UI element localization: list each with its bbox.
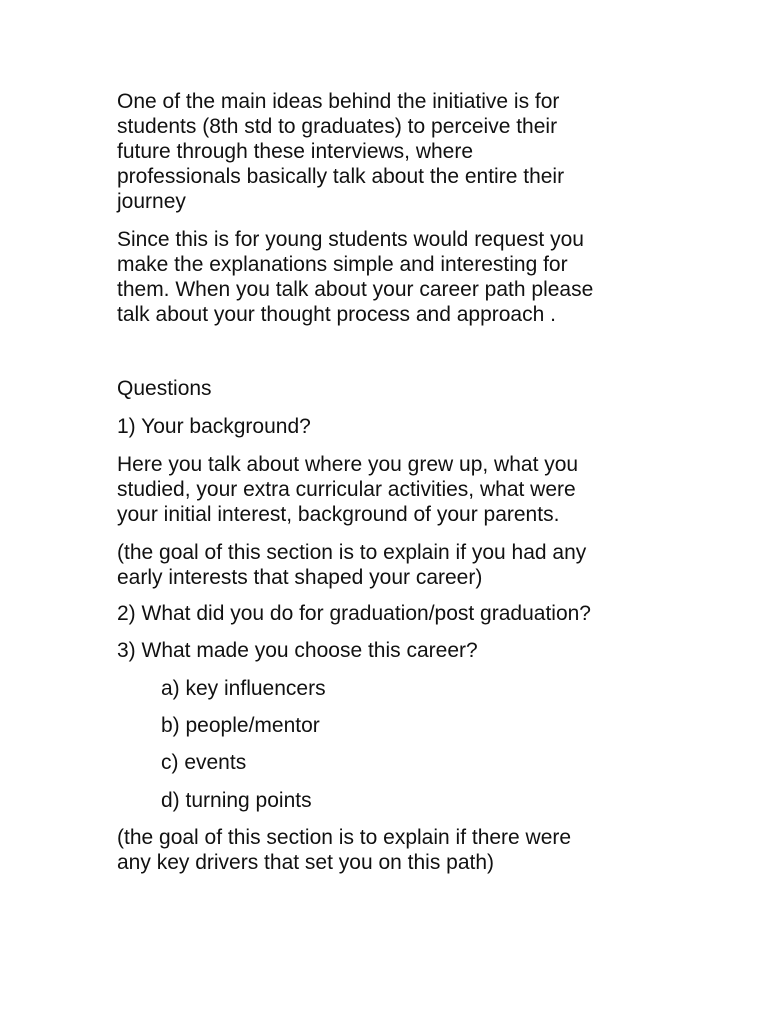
request-line: talk about your thought process and approach . [117,303,556,326]
intro-line: professionals basically talk about the entire their [117,165,565,188]
question-3-item: c) events [161,751,247,774]
question-3-item: a) key influencers [161,677,326,700]
goal-line: (the goal of this section is to explain if there were [117,826,572,849]
intro-line: journey [117,190,186,213]
intro-line: students (8th std to graduates) to perceive their [117,115,558,138]
request-line: them. When you talk about your career path please [117,278,594,301]
intro-line: One of the main ideas behind the initiative is for [117,90,560,113]
question-3-item: b) people/mentor [161,714,320,737]
question-1-title: 1) Your background? [117,415,311,438]
request-paragraph [117,227,697,327]
detail-line: Here you talk about where you grew up, what you [117,453,579,476]
request-line: Since this is for young students would request you [117,228,584,251]
question-2-title: 2) What did you do for graduation/post graduation? [117,602,591,625]
question-1-details [117,452,697,527]
question-1-goal [117,540,697,590]
question-3-goal [117,825,697,875]
question-3-item: d) turning points [161,789,312,812]
intro-paragraph [117,89,697,214]
detail-line: studied, your extra curricular activities, what were [117,478,576,501]
question-3-title: 3) What made you choose this career? [117,639,478,662]
goal-line: (the goal of this section is to explain if you had any [117,541,587,564]
goal-line: any key drivers that set you on this path) [117,851,495,874]
detail-line: your initial interest, background of your parents. [117,503,560,526]
request-line: make the explanations simple and interesting for [117,253,568,276]
goal-line: early interests that shaped your career) [117,566,483,589]
intro-line: future through these interviews, where [117,140,474,163]
questions-heading: Questions [117,377,212,400]
